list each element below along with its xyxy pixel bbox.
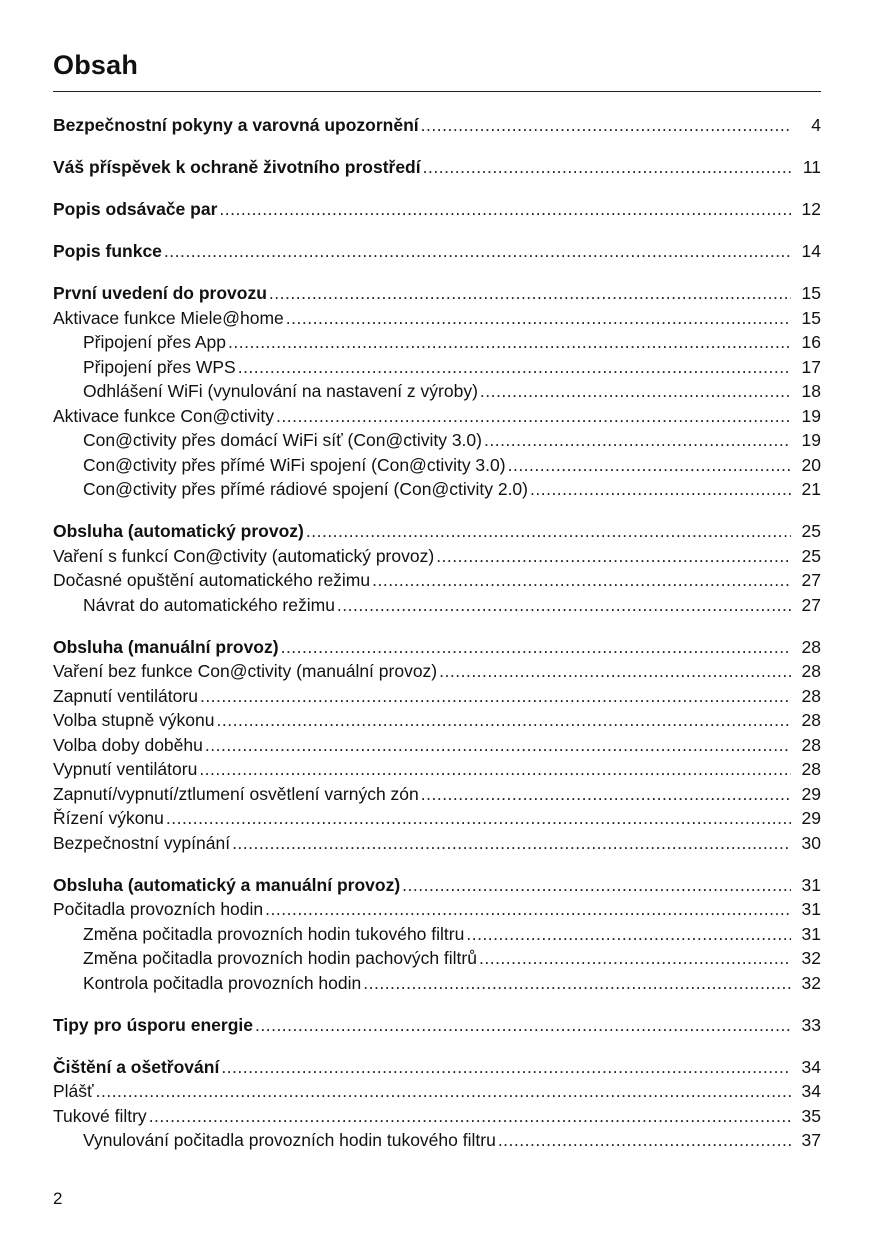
- toc-entry-label: Con@ctivity přes přímé rádiové spojení (Con@ctivity 2.0): [83, 479, 528, 499]
- toc-entry-page-number: 31: [801, 899, 821, 919]
- dot-leader: [166, 806, 791, 831]
- toc-entry-label: Con@ctivity přes přímé WiFi spojení (Con@ctivity 3.0): [83, 454, 506, 475]
- toc-entry-label: Váš příspěvek k ochraně životního prostředí: [53, 157, 421, 177]
- toc-section[interactable]: [53, 806, 821, 831]
- dot-leader: [269, 281, 791, 306]
- toc-subsection[interactable]: [53, 355, 821, 380]
- toc-chapter[interactable]: [53, 873, 821, 898]
- toc-entry-label: Volba doby doběhu: [53, 734, 203, 755]
- toc-entry-page-number: 32: [801, 972, 821, 993]
- toc-chapter[interactable]: [53, 519, 821, 544]
- toc-entry-page-number: 17: [801, 356, 821, 377]
- toc-entry-label: Vaření s funkcí Con@ctivity (automatický provoz): [53, 545, 435, 566]
- toc-entry-page-number: 12: [801, 199, 821, 219]
- dot-leader: [372, 568, 791, 593]
- toc-entry-page-number: 11: [802, 157, 821, 177]
- dot-leader: [421, 782, 791, 807]
- toc-entry-page-number: 37: [801, 1130, 821, 1150]
- toc-section[interactable]: [53, 782, 821, 807]
- toc-section[interactable]: [53, 684, 821, 709]
- toc-entry-page-number: 32: [801, 948, 821, 968]
- toc-entry-page-number: 35: [801, 1105, 821, 1126]
- page-number: 2: [53, 1189, 63, 1208]
- toc-subsection[interactable]: [53, 971, 821, 996]
- toc-chapter[interactable]: [53, 239, 821, 264]
- dot-leader: [363, 971, 791, 996]
- toc-entry-label: Tukové filtry: [53, 1105, 147, 1126]
- toc-section[interactable]: [53, 544, 821, 569]
- dot-leader: [281, 635, 791, 660]
- toc-entry-page-number: 16: [801, 332, 821, 352]
- toc-entry-label: Vaření bez funkce Con@ctivity (manuální provoz): [53, 661, 438, 681]
- toc-section[interactable]: [53, 404, 821, 429]
- dot-leader: [530, 477, 791, 502]
- dot-leader: [238, 355, 791, 380]
- toc-entry-label: Zapnutí/vypnutí/ztlumení osvětlení varných zón: [53, 783, 419, 804]
- toc-entry-page-number: 15: [801, 307, 821, 328]
- dot-leader: [265, 897, 791, 922]
- dot-leader: [217, 708, 791, 733]
- toc-entry-page-number: 29: [801, 783, 821, 804]
- toc-entry-label: Bezpečnostní pokyny a varovná upozornění: [53, 115, 419, 135]
- dot-leader: [205, 733, 791, 758]
- toc-entry-label: Zapnutí ventilátoru: [53, 685, 198, 706]
- toc-section[interactable]: [53, 831, 821, 856]
- dot-leader: [436, 544, 791, 569]
- toc-entry-label: Čištění a ošetřování: [53, 1056, 220, 1077]
- toc-entry-page-number: 14: [801, 241, 821, 261]
- toc-entry-label: Připojení přes App: [83, 332, 227, 352]
- toc-entry-label: První uvedení do provozu: [53, 283, 267, 303]
- toc-entry-page-number: 28: [801, 759, 821, 779]
- toc-subsection[interactable]: [53, 946, 821, 971]
- toc-section[interactable]: [53, 568, 821, 593]
- dot-leader: [337, 593, 791, 618]
- dot-leader: [255, 1013, 791, 1038]
- toc-entry-page-number: 29: [801, 808, 821, 828]
- dot-leader: [219, 197, 791, 222]
- toc-entry-page-number: 25: [801, 545, 821, 566]
- toc-entry-page-number: 31: [801, 923, 821, 944]
- dot-leader: [199, 757, 791, 782]
- dot-leader: [276, 404, 791, 429]
- toc-entry-page-number: 28: [801, 710, 821, 730]
- toc-entry-page-number: 15: [801, 283, 821, 303]
- toc-entry-page-number: 28: [801, 685, 821, 706]
- table-of-contents: [53, 113, 821, 1153]
- dot-leader: [200, 684, 791, 709]
- toc-entry-label: Popis odsávače par: [53, 199, 218, 219]
- toc-entry-label: Tipy pro úsporu energie: [53, 1014, 253, 1035]
- toc-entry-page-number: 21: [801, 479, 821, 499]
- toc-entry-page-number: 28: [801, 734, 821, 755]
- toc-section[interactable]: [53, 1104, 821, 1129]
- toc-entry-label: Con@ctivity přes domácí WiFi síť (Con@ctivity 3.0): [83, 430, 482, 450]
- document-page: [53, 0, 821, 1240]
- toc-section[interactable]: [53, 897, 821, 922]
- toc-entry-label: Obsluha (automatický a manuální provoz): [53, 874, 401, 895]
- toc-entry-label: Aktivace funkce Con@ctivity: [53, 405, 275, 426]
- toc-entry-label: Plášť: [53, 1081, 94, 1101]
- toc-entry-page-number: 34: [801, 1081, 821, 1101]
- toc-section[interactable]: [53, 306, 821, 331]
- page-title: Obsah: [53, 50, 139, 80]
- toc-entry-page-number: 18: [801, 381, 821, 401]
- dot-leader: [480, 379, 791, 404]
- toc-entry-label: Připojení přes WPS: [83, 356, 236, 377]
- dot-leader: [402, 873, 791, 898]
- toc-entry-page-number: 27: [801, 570, 821, 590]
- dot-leader: [96, 1079, 791, 1104]
- toc-entry-label: Obsluha (automatický provoz): [53, 521, 304, 541]
- toc-entry-label: Dočasné opuštění automatického režimu: [53, 570, 371, 590]
- dot-leader: [421, 113, 791, 138]
- dot-leader: [498, 1128, 791, 1153]
- toc-entry-page-number: 28: [801, 636, 821, 657]
- toc-chapter[interactable]: [53, 113, 821, 138]
- toc-entry-label: Volba stupně výkonu: [53, 710, 215, 730]
- dot-leader: [149, 1104, 791, 1129]
- toc-section[interactable]: [53, 757, 821, 782]
- toc-chapter[interactable]: [53, 1055, 821, 1080]
- toc-subsection[interactable]: [53, 453, 821, 478]
- toc-section[interactable]: [53, 733, 821, 758]
- toc-entry-label: Vypnutí ventilátoru: [53, 759, 198, 779]
- toc-entry-label: Popis funkce: [53, 241, 162, 261]
- dot-leader: [484, 428, 791, 453]
- dot-leader: [508, 453, 791, 478]
- dot-leader: [466, 922, 791, 947]
- toc-section[interactable]: [53, 659, 821, 684]
- dot-leader: [228, 330, 791, 355]
- dot-leader: [439, 659, 791, 684]
- toc-subsection[interactable]: [53, 1128, 821, 1153]
- toc-chapter[interactable]: [53, 197, 821, 222]
- toc-entry-page-number: 27: [801, 594, 821, 615]
- toc-entry-label: Odhlášení WiFi (vynulování na nastavení z výroby): [83, 381, 478, 401]
- toc-entry-page-number: 30: [801, 832, 821, 853]
- toc-entry-label: Kontrola počitadla provozních hodin: [83, 972, 362, 993]
- toc-section[interactable]: [53, 1079, 821, 1104]
- toc-entry-label: Vynulování počitadla provozních hodin tukového filtru: [83, 1130, 496, 1150]
- toc-entry-label: Bezpečnostní vypínání: [53, 832, 231, 853]
- toc-entry-page-number: 31: [801, 874, 821, 895]
- dot-leader: [164, 239, 791, 264]
- toc-chapter[interactable]: [53, 155, 821, 180]
- toc-chapter[interactable]: [53, 1013, 821, 1038]
- dot-leader: [232, 831, 791, 856]
- toc-subsection[interactable]: [53, 330, 821, 355]
- dot-leader: [286, 306, 791, 331]
- toc-chapter[interactable]: [53, 281, 821, 306]
- toc-entry-label: Aktivace funkce Miele@home: [53, 307, 284, 328]
- toc-section[interactable]: [53, 708, 821, 733]
- dot-leader: [306, 519, 791, 544]
- title-divider: [53, 91, 821, 92]
- toc-entry-page-number: 28: [801, 661, 821, 681]
- toc-entry-page-number: 4: [811, 115, 821, 135]
- toc-entry-page-number: 19: [801, 430, 821, 450]
- toc-chapter[interactable]: [53, 635, 821, 660]
- toc-subsection[interactable]: [53, 593, 821, 618]
- dot-leader: [423, 155, 791, 180]
- toc-entry-page-number: 20: [801, 454, 821, 475]
- toc-entry-label: Návrat do automatického režimu: [83, 594, 335, 615]
- toc-entry-label: Řízení výkonu: [53, 808, 164, 828]
- toc-subsection[interactable]: [53, 477, 821, 502]
- toc-entry-label: Počitadla provozních hodin: [53, 899, 264, 919]
- toc-entry-page-number: 25: [801, 521, 821, 541]
- toc-entry-label: Změna počitadla provozních hodin tukového filtru: [83, 923, 465, 944]
- dot-leader: [479, 946, 791, 971]
- toc-subsection[interactable]: [53, 379, 821, 404]
- toc-subsection[interactable]: [53, 428, 821, 453]
- toc-entry-page-number: 33: [801, 1014, 821, 1035]
- toc-entry-page-number: 19: [801, 405, 821, 426]
- toc-subsection[interactable]: [53, 922, 821, 947]
- dot-leader: [221, 1055, 791, 1080]
- toc-entry-page-number: 34: [801, 1056, 821, 1077]
- toc-entry-label: Obsluha (manuální provoz): [53, 636, 279, 657]
- toc-entry-label: Změna počitadla provozních hodin pachových filtrů: [83, 948, 477, 968]
